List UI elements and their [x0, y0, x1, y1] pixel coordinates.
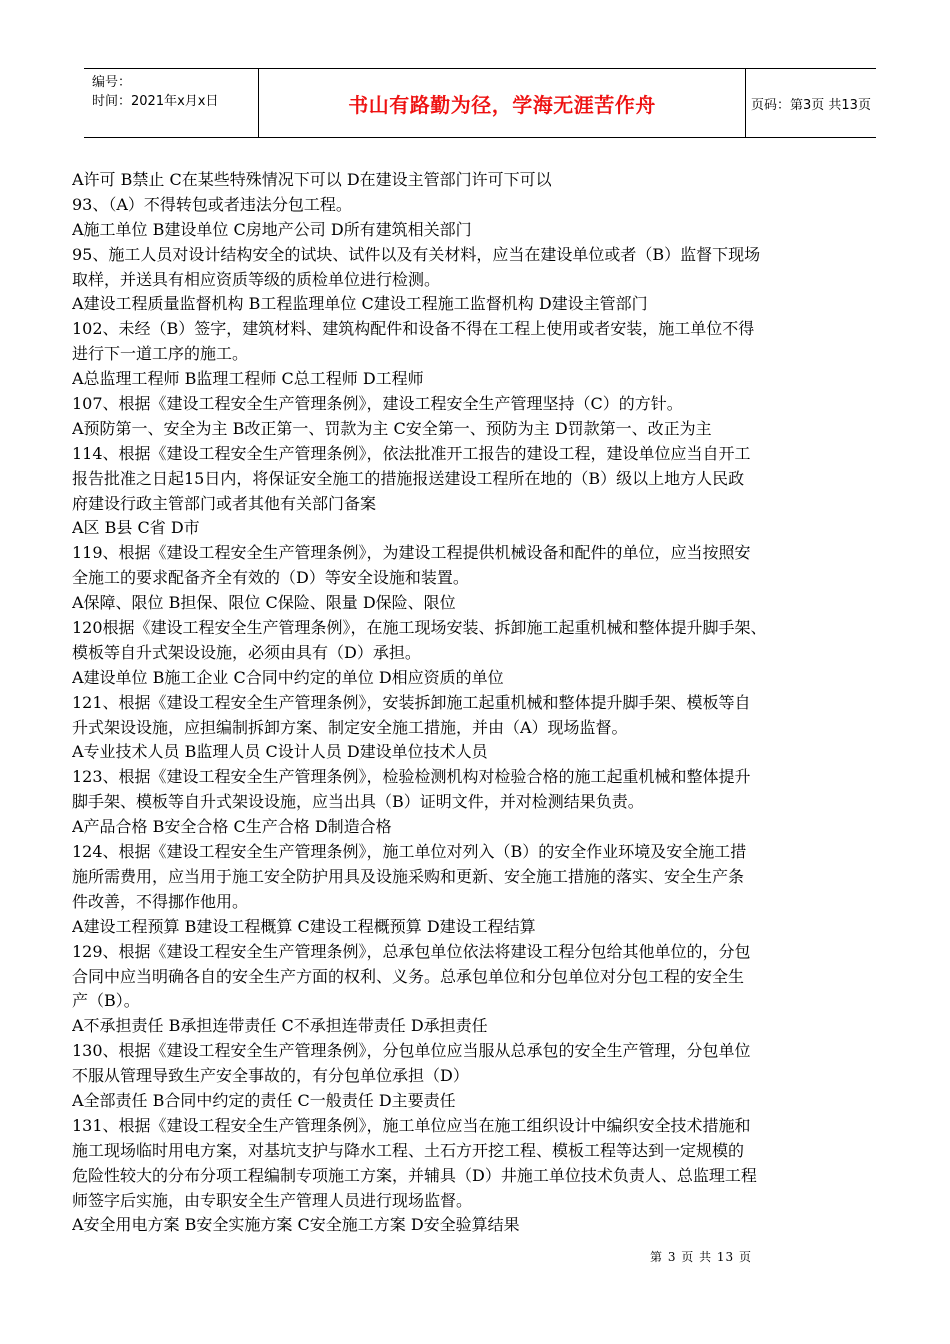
text-line: 120根据《建设工程安全生产管理条例》，在施工现场安装、拆卸施工起重机械和整体提升脚手架、: [72, 618, 767, 638]
text-line: 114、根据《建设工程安全生产管理条例》，依法批准开工报告的建设工程，建设单位应当自开工: [72, 443, 751, 463]
page-header: [84, 68, 876, 138]
text-line: A建设单位 B施工企业 C合同中约定的单位 D相应资质的单位: [72, 667, 504, 687]
text-line: A产品合格 B安全合格 C生产合格 D制造合格: [72, 817, 392, 837]
text-line: 进行下一道工序的施工。: [72, 344, 249, 364]
text-line: 102、未经（B）签字，建筑材料、建筑构配件和设备不得在工程上使用或者安装，施工单位不得: [72, 319, 755, 339]
text-line: 件改善，不得挪作他用。: [72, 891, 249, 911]
text-line: A区 B县 C省 D市: [72, 518, 200, 538]
text-line: 合同中应当明确各自的安全生产方面的权利、义务。总承包单位和分包单位对分包工程的安全生: [72, 966, 745, 986]
time-label: 时间：2021年x月x日: [92, 94, 219, 109]
text-line: 师签字后实施，由专职安全生产管理人员进行现场监督。: [72, 1190, 473, 1210]
header-meta: [84, 69, 258, 137]
document-body: [72, 168, 892, 1238]
text-line: 全施工的要求配备齐全有效的（D）等安全设施和装置。: [72, 568, 469, 588]
page-footer: 第 3 页 共 13 页: [650, 1250, 752, 1264]
text-line: A全部责任 B合同中约定的责任 C一般责任 D主要责任: [72, 1090, 456, 1110]
text-line: A施工单位 B建设单位 C房地产公司 D所有建筑相关部门: [72, 219, 472, 239]
text-line: 123、根据《建设工程安全生产管理条例》，检验检测机构对检验合格的施工起重机械和整体提升: [72, 767, 751, 787]
text-line: 模板等自升式架设设施，必须由具有（D）承担。: [72, 642, 421, 662]
text-line: 不服从管理导致生产安全事故的，有分包单位承担（D）: [72, 1066, 469, 1086]
text-line: 报告批准之日起15日内，将保证安全施工的措施报送建设工程所在地的（B）级以上地方人民政: [72, 468, 745, 488]
text-line: 95、施工人员对设计结构安全的试块、试件以及有关材料，应当在建设单位或者（B）监督下现场: [72, 244, 761, 264]
text-line: 脚手架、模板等自升式架设设施，应当出具（B）证明文件，并对检测结果负责。: [72, 792, 644, 812]
text-line: A不承担责任 B承担连带责任 C不承担连带责任 D承担责任: [72, 1016, 488, 1036]
text-line: 产（B）。: [72, 991, 140, 1011]
text-line: 121、根据《建设工程安全生产管理条例》，安装拆卸施工起重机械和整体提升脚手架、模板等自: [72, 692, 751, 712]
text-line: 取样，并送具有相应资质等级的质检单位进行检测。: [72, 269, 441, 289]
text-line: 129、根据《建设工程安全生产管理条例》，总承包单位依法将建设工程分包给其他单位的，分包: [72, 941, 751, 961]
text-line: A专业技术人员 B监理人员 C设计人员 D建设单位技术人员: [72, 742, 488, 762]
text-line: 124、根据《建设工程安全生产管理条例》，施工单位对列入（B）的安全作业环境及安全施工措: [72, 842, 747, 862]
text-line: 130、根据《建设工程安全生产管理条例》，分包单位应当服从总承包的安全生产管理，分包单位: [72, 1041, 751, 1061]
text-line: A建设工程质量监督机构 B工程监理单位 C建设工程施工监督机构 D建设主管部门: [72, 294, 648, 314]
header-motto: 书山有路勤为径，学海无涯苦作舟: [258, 69, 746, 137]
text-line: 107、根据《建设工程安全生产管理条例》，建设工程安全生产管理坚持（C）的方针。: [72, 394, 683, 414]
text-line: 93、（A）不得转包或者违法分包工程。: [72, 194, 352, 214]
header-page-info: 页码：第3页 共13页: [751, 97, 871, 113]
text-line: 府建设行政主管部门或者其他有关部门备案: [72, 493, 377, 513]
text-line: A许可 B禁止 C在某些特殊情况下可以 D在建设主管部门许可下可以: [72, 170, 552, 189]
number-label: 编号：: [92, 75, 132, 90]
text-line: 131、根据《建设工程安全生产管理条例》，施工单位应当在施工组织设计中编织安全技术措施和: [72, 1115, 751, 1135]
text-line: A保障、限位 B担保、限位 C保险、限量 D保险、限位: [72, 593, 456, 613]
text-line: A总监理工程师 B监理工程师 C总工程师 D工程师: [72, 369, 424, 389]
text-line: 施所需费用，应当用于施工安全防护用具及设施采购和更新、安全施工措施的落实、安全生产条: [72, 866, 745, 886]
text-line: 危险性较大的分布分项工程编制专项施工方案，并辅具（D）井施工单位技术负责人、总监理工程: [72, 1165, 757, 1185]
text-line: A预防第一、安全为主 B改正第一、罚款为主 C安全第一、预防为主 D罚款第一、改正为主: [72, 418, 712, 438]
text-line: 升式架设设施，应担编制拆卸方案、制定安全施工措施，并由（A）现场监督。: [72, 717, 628, 737]
text-line: 施工现场临时用电方案，对基坑支护与降水工程、土石方开挖工程、模板工程等达到一定规模的: [72, 1140, 745, 1160]
text-line: A建设工程预算 B建设工程概算 C建设工程概预算 D建设工程结算: [72, 916, 536, 936]
text-line: 119、根据《建设工程安全生产管理条例》，为建设工程提供机械设备和配件的单位，应当按照安: [72, 543, 751, 563]
text-line: A安全用电方案 B安全实施方案 C安全施工方案 D安全验算结果: [72, 1215, 520, 1235]
